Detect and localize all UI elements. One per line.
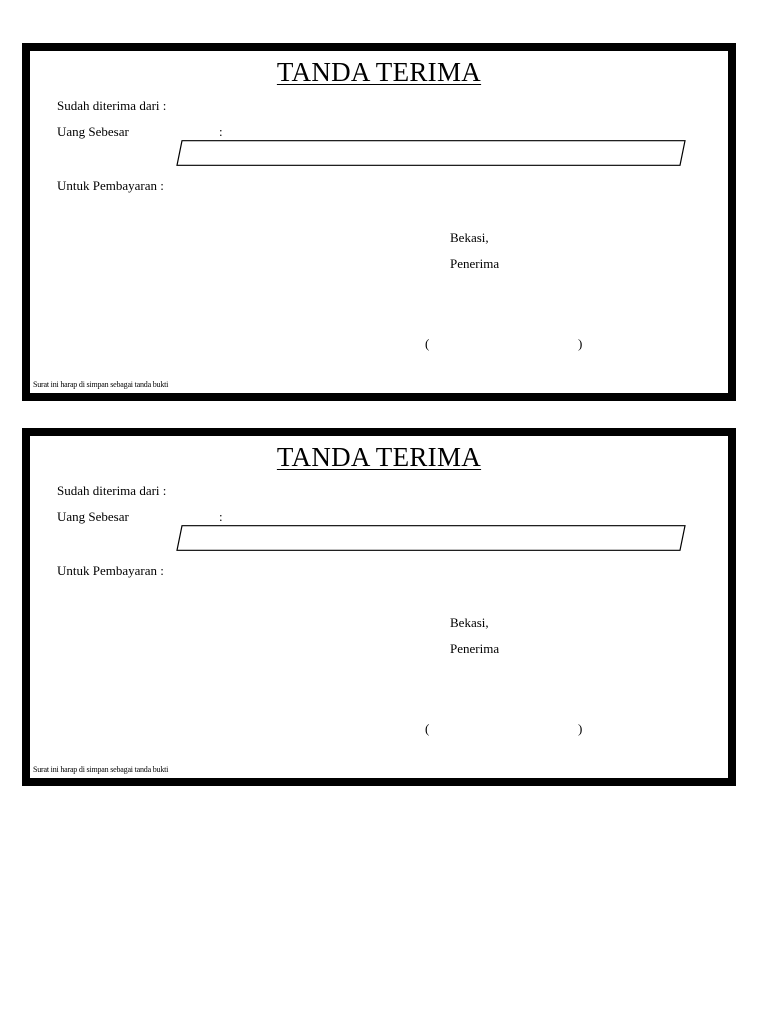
amount-label: Uang Sebesar (57, 509, 129, 524)
receipt-card (22, 428, 736, 786)
footnote: Surat ini harap di simpan sebagai tanda bukti (33, 380, 169, 389)
signature-close-paren: ) (578, 336, 583, 351)
signature-open-paren: ( (425, 721, 430, 736)
city-date-label: Bekasi, (450, 230, 489, 245)
amount-label: Uang Sebesar (57, 124, 129, 139)
payment-for-label: Untuk Pembayaran : (57, 563, 164, 578)
received-from-label: Sudah diterima dari : (57, 98, 167, 113)
amount-box[interactable] (176, 525, 686, 551)
received-from-label: Sudah diterima dari : (57, 483, 167, 498)
amount-colon: : (219, 124, 223, 139)
payment-for-label: Untuk Pembayaran : (57, 178, 164, 193)
amount-box[interactable] (176, 140, 686, 166)
signature-open-paren: ( (425, 336, 430, 351)
receipt-title: TANDA TERIMA (276, 57, 482, 87)
receiver-label: Penerima (450, 256, 500, 271)
footnote: Surat ini harap di simpan sebagai tanda bukti (33, 765, 169, 774)
amount-colon: : (219, 509, 223, 524)
receipt-title: TANDA TERIMA (276, 442, 482, 472)
city-date-label: Bekasi, (450, 615, 489, 630)
receiver-label: Penerima (450, 641, 500, 656)
receipt-card (22, 43, 736, 401)
signature-close-paren: ) (578, 721, 583, 736)
